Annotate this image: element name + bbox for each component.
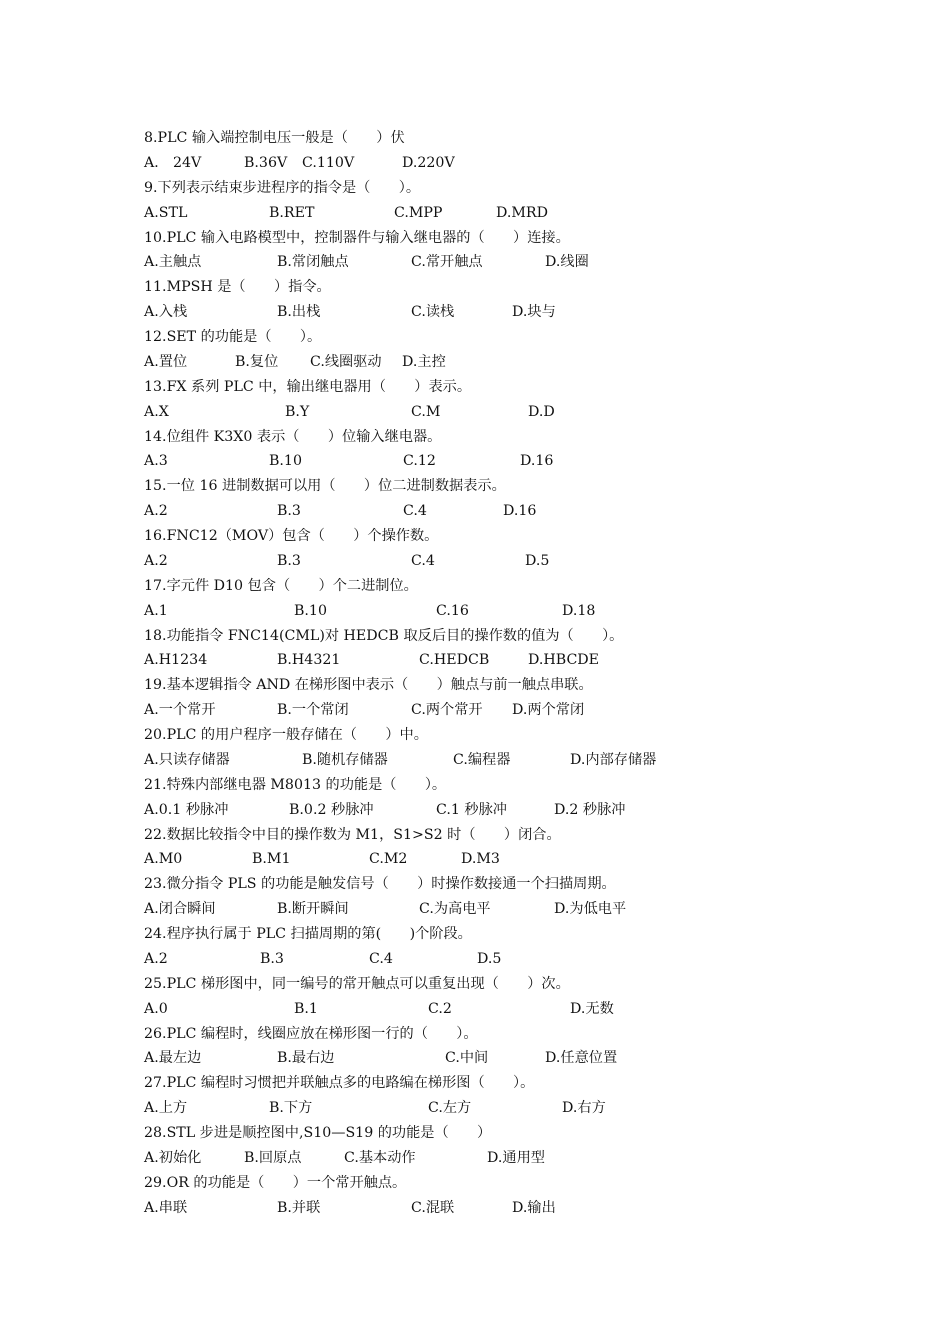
options-row [144,350,704,375]
option-c: C.12 [403,453,436,470]
option-a: A.STL [144,204,188,221]
option-a: A.闭合瞬间 [144,901,216,918]
question-stem: 10.PLC 输入电路模型中，控制器件与输入继电器的（ ）连接。 [144,229,570,246]
option-a: A.上方 [144,1100,188,1117]
option-a: A.一个常开 [144,702,216,719]
option-d: D.线圈 [545,254,589,271]
question-stem: 16.FNC12（MOV）包含（ ）个操作数。 [144,528,439,544]
option-d: D.5 [477,950,502,967]
option-b: B.M1 [252,851,291,868]
option-b: B.随机存储器 [302,751,388,768]
option-c: C.4 [411,552,435,569]
question-stem: 11.MPSH 是（ ）指令。 [144,279,331,296]
options-row [144,1196,704,1221]
option-b: B.3 [260,950,284,967]
option-a: A.2 [144,552,168,569]
option-a: A.3 [144,453,168,470]
option-a: A.2 [144,950,168,967]
question-stem: 23.微分指令 PLS 的功能是触发信号（ ）时操作数接通一个扫描周期。 [144,876,616,893]
option-c: C.M2 [369,851,408,868]
option-c: C.中间 [445,1050,489,1067]
options-row [144,599,704,624]
option-b: B.0.2 秒脉冲 [289,801,374,818]
option-d: D.220V [402,154,455,171]
options-row [144,449,704,474]
option-d: D.MRD [496,204,548,221]
question-stem: 18.功能指令 FNC14(CML)对 HEDCB 取反后目的操作数的值为（ ）。 [144,627,624,644]
question-stem: 26.PLC 编程时，线圈应放在梯形图一行的（ ）。 [144,1025,478,1042]
option-b: B.3 [277,503,301,520]
option-a: A． 24V [144,154,202,171]
options-row [144,1146,704,1171]
option-d: D.输出 [512,1199,556,1216]
option-d: D.16 [503,503,537,520]
question-list [144,126,704,1221]
option-a: A.初始化 [144,1149,202,1166]
question-stem: 29.OR 的功能是（ ）一个常开触点。 [144,1174,407,1191]
option-b: B.H4321 [277,652,341,669]
option-a: A.入栈 [144,304,188,321]
option-b: B.36V [244,154,288,171]
question-stem: 22.数据比较指令中目的操作数为 M1，S1>S2 时（ ）闭合。 [144,826,561,843]
options-row [144,250,704,275]
option-b: B.1 [294,1000,318,1017]
option-d: D.HBCDE [528,652,600,669]
question-stem: 28.STL 步进是顺控图中,S10—S19 的功能是（ ） [144,1125,492,1141]
option-b: B.断开瞬间 [277,901,349,918]
option-b: B.Y [285,403,310,420]
option-d: D.任意位置 [545,1050,618,1067]
question-stem: 20.PLC 的用户程序一般存储在（ ）中。 [144,727,428,743]
question-stem: 25.PLC 梯形图中，同一编号的常开触点可以重复出现（ ）次。 [144,975,570,992]
option-b: B.10 [294,602,327,619]
option-c: C.为高电平 [419,901,491,918]
option-c: C.编程器 [453,751,511,768]
option-c: C.MPP [394,204,443,221]
option-c: C.左方 [428,1100,472,1117]
question-stem: 24.程序执行属于 PLC 扫描周期的第( )个阶段。 [144,926,472,942]
option-a: A.M0 [144,851,183,868]
options-row [144,748,704,773]
options-row [144,1046,704,1071]
option-c: C.4 [369,950,393,967]
question-stem: 14.位组件 K3X0 表示（ ）位输入继电器。 [144,428,442,445]
option-a: A.最左边 [144,1050,202,1067]
options-row [144,698,704,723]
options-row [144,997,704,1022]
question-stem: 17.字元件 D10 包含（ ）个二进制位。 [144,577,418,594]
options-row [144,499,704,524]
option-a: A.X [144,403,169,420]
options-row [144,201,704,226]
option-d: D.M3 [461,851,500,868]
option-c: C.两个常开 [411,702,483,719]
question-stem: 8.PLC 输入端控制电压一般是（ ）伏 [144,130,405,146]
question-stem: 15.一位 16 进制数据可以用（ ）位二进制数据表示。 [144,478,506,495]
option-a: A.置位 [144,353,188,370]
option-d: D.16 [520,453,554,470]
question-stem: 13.FX 系列 PLC 中，输出继电器用（ ）表示。 [144,378,472,395]
option-d: D.右方 [562,1100,606,1117]
option-d: D.内部存储器 [570,751,657,768]
question-stem: 9.下列表示结束步进程序的指令是（ ）。 [144,179,421,196]
option-c: C.M [411,403,441,420]
option-c: C.混联 [411,1199,455,1216]
option-b: B.最右边 [277,1050,335,1067]
option-b: B.常闭触点 [277,254,349,271]
option-c: C.常开触点 [411,254,483,271]
option-d: D.块与 [512,304,556,321]
option-b: B.回原点 [244,1149,302,1166]
options-row [144,648,704,673]
question-stem: 21.特殊内部继电器 M8013 的功能是（ ）。 [144,776,447,793]
option-a: A.2 [144,503,168,520]
option-a: A.1 [144,602,168,619]
question-stem: 19.基本逻辑指令 AND 在梯形图中表示（ ）触点与前一触点串联。 [144,677,593,694]
option-b: B.3 [277,552,301,569]
option-c: C.2 [428,1000,452,1017]
option-d: D.18 [562,602,596,619]
option-d: D.主控 [402,353,446,370]
options-row [144,151,704,176]
option-c: C.16 [436,602,469,619]
options-row [144,947,704,972]
option-c: C.线圈驱动 [310,353,382,370]
option-a: A.H1234 [144,652,208,669]
options-row [144,798,704,823]
option-a: A.0.1 秒脉冲 [144,801,229,818]
options-row [144,847,704,872]
option-d: D.5 [525,552,550,569]
options-row [144,549,704,574]
option-c: C.读栈 [411,304,455,321]
option-d: D.D [528,403,555,420]
option-c: C.1 秒脉冲 [436,801,507,818]
option-d: D.无数 [570,1000,614,1017]
option-c: C.4 [403,503,427,520]
option-b: B.一个常闭 [277,702,349,719]
options-row [144,1096,704,1121]
option-c: C.基本动作 [344,1149,416,1166]
option-a: A.串联 [144,1199,188,1216]
option-d: D.2 秒脉冲 [554,801,626,818]
options-row [144,897,704,922]
question-stem: 12.SET 的功能是（ ）。 [144,329,322,345]
option-c: C.110V [302,154,355,171]
option-b: B.下方 [269,1100,313,1117]
option-d: D.为低电平 [554,901,627,918]
option-d: D.通用型 [487,1149,545,1166]
option-c: C.HEDCB [419,652,490,669]
option-a: A.主触点 [144,254,202,271]
option-b: B.并联 [277,1199,321,1216]
option-d: D.两个常闭 [512,702,585,719]
option-a: A.0 [144,1000,168,1017]
option-b: B.出栈 [277,304,321,321]
question-stem: 27.PLC 编程时习惯把并联触点多的电路编在梯形图（ ）。 [144,1075,535,1092]
options-row [144,300,704,325]
option-b: B.RET [269,204,315,221]
option-a: A.只读存储器 [144,751,230,768]
option-b: B.复位 [235,353,279,370]
options-row [144,400,704,425]
option-b: B.10 [269,453,302,470]
